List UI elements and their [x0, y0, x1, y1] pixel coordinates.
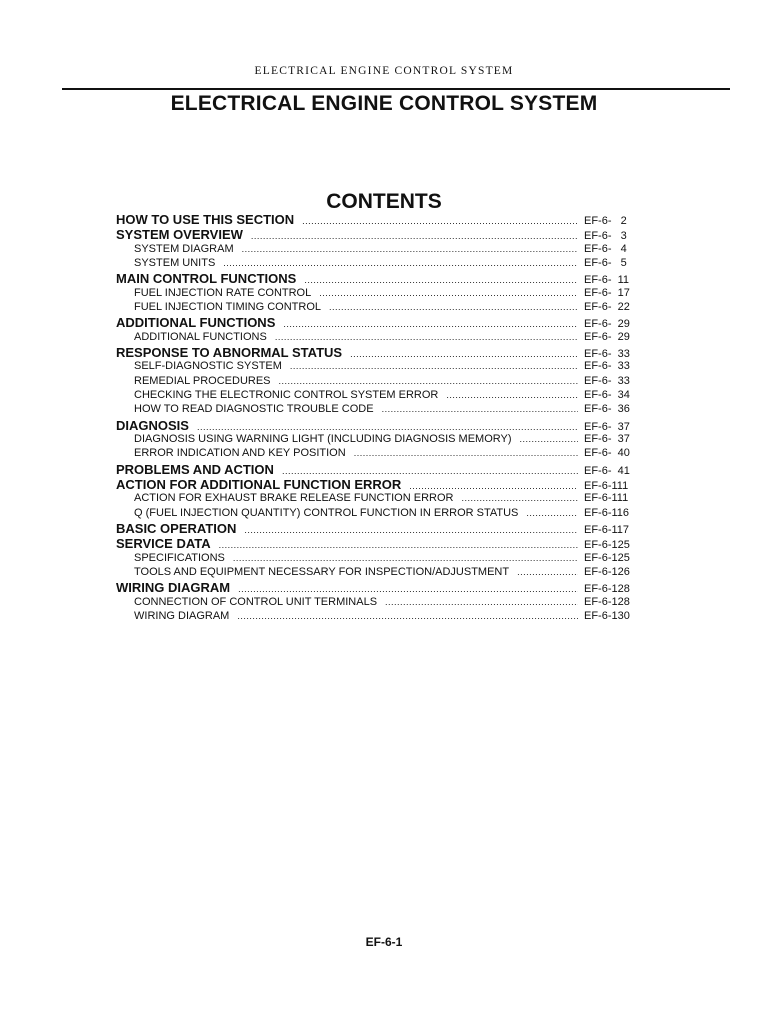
- toc-subsection-entry[interactable]: [116, 243, 646, 257]
- toc-page-reference: EF-6-128: [584, 583, 630, 596]
- toc-dot-leader: [251, 231, 578, 241]
- toc-entry-label: TOOLS AND EQUIPMENT NECESSARY FOR INSPECTION/ADJUSTMENT: [134, 566, 510, 579]
- toc-entry-label: DIAGNOSIS USING WARNING LIGHT (INCLUDING DIAGNOSIS MEMORY): [134, 433, 512, 446]
- toc-entry-label: PROBLEMS AND ACTION: [116, 461, 274, 477]
- table-of-contents: [116, 212, 646, 624]
- toc-dot-leader: [304, 275, 578, 285]
- page-number: EF-6-1: [365, 935, 403, 949]
- toc-entry-label: DIAGNOSIS: [116, 417, 189, 433]
- toc-entry-label: SYSTEM UNITS: [134, 257, 216, 270]
- toc-subsection-entry[interactable]: [116, 492, 646, 506]
- toc-page-reference: EF-6- 40: [584, 447, 630, 460]
- toc-entry-label: BASIC OPERATION: [116, 520, 237, 536]
- toc-page-reference: EF-6-128: [584, 595, 630, 608]
- toc-dot-leader: [223, 258, 578, 268]
- toc-entry-label: CONNECTION OF CONTROL UNIT TERMINALS: [134, 595, 378, 608]
- toc-entry-label: ADDITIONAL FUNCTIONS: [116, 315, 276, 331]
- toc-subsection-entry[interactable]: [116, 375, 646, 389]
- toc-page-reference: EF-6-111: [584, 480, 629, 492]
- toc-entry-label: Q (FUEL INJECTION QUANTITY) CONTROL FUNCTION IN ERROR STATUS: [134, 506, 519, 519]
- toc-page-reference: EF-6- 41: [584, 464, 630, 477]
- toc-subsection-entry[interactable]: [116, 331, 646, 345]
- toc-subsection-entry[interactable]: [116, 596, 646, 610]
- toc-dot-leader: [446, 390, 578, 400]
- toc-dot-leader: [385, 597, 578, 607]
- toc-dot-leader: [197, 422, 578, 432]
- toc-entry-label: SPECIFICATIONS: [134, 551, 225, 564]
- toc-entry-label: CHECKING THE ELECTRONIC CONTROL SYSTEM ERROR: [134, 389, 439, 402]
- toc-page-reference: EF-6- 37: [584, 433, 630, 446]
- contents-heading: CONTENTS: [326, 190, 442, 213]
- toc-entry-label: WIRING DIAGRAM: [116, 580, 231, 596]
- toc-subsection-entry[interactable]: [116, 389, 646, 403]
- toc-page-reference: EF-6-130: [584, 610, 630, 623]
- toc-subsection-entry[interactable]: [116, 447, 646, 461]
- toc-subsection-entry[interactable]: [116, 610, 646, 624]
- toc-dot-leader: [319, 288, 578, 298]
- toc-dot-leader: [290, 361, 578, 371]
- toc-section-entry[interactable]: [116, 212, 646, 227]
- toc-page-reference: EF-6- 33: [584, 374, 630, 387]
- toc-dot-leader: [242, 244, 578, 254]
- toc-section-entry[interactable]: [116, 536, 646, 551]
- toc-dot-leader: [233, 553, 578, 563]
- toc-dot-leader: [283, 319, 578, 329]
- toc-subsection-entry[interactable]: [116, 360, 646, 374]
- toc-subsection-entry[interactable]: [116, 433, 646, 447]
- toc-dot-leader: [275, 332, 578, 342]
- toc-section-entry[interactable]: [116, 345, 646, 360]
- toc-page-reference: EF-6-126: [584, 566, 630, 579]
- toc-entry-label: FUEL INJECTION RATE CONTROL: [134, 286, 312, 299]
- toc-entry-label: FUEL INJECTION TIMING CONTROL: [134, 301, 322, 314]
- toc-page-reference: EF-6- 3: [584, 230, 627, 243]
- toc-section-entry[interactable]: [116, 580, 646, 595]
- toc-dot-leader: [461, 493, 578, 503]
- document-title: ELECTRICAL ENGINE CONTROL SYSTEM: [170, 92, 598, 115]
- toc-dot-leader: [350, 349, 578, 359]
- toc-page-reference: EF-6- 37: [584, 420, 630, 433]
- toc-dot-leader: [219, 540, 578, 550]
- toc-section-entry[interactable]: [116, 227, 646, 242]
- toc-section-entry[interactable]: [116, 315, 646, 330]
- toc-entry-label: WIRING DIAGRAM: [134, 610, 230, 623]
- toc-entry-label: ACTION FOR EXHAUST BRAKE RELEASE FUNCTION ERROR: [134, 492, 454, 505]
- toc-dot-leader: [282, 466, 578, 476]
- toc-page-reference: EF-6- 11: [584, 274, 630, 287]
- toc-entry-label: ADDITIONAL FUNCTIONS: [134, 330, 267, 343]
- toc-page-reference: EF-6- 29: [584, 318, 630, 331]
- toc-entry-label: MAIN CONTROL FUNCTIONS: [116, 271, 297, 287]
- toc-section-entry[interactable]: [116, 462, 646, 477]
- toc-entry-label: REMEDIAL PROCEDURES: [134, 374, 271, 387]
- toc-dot-leader: [526, 508, 578, 518]
- header-rule: [62, 88, 730, 90]
- toc-page-reference: EF-6- 33: [584, 360, 630, 373]
- toc-page-reference: EF-6- 2: [584, 215, 627, 227]
- toc-dot-leader: [238, 584, 578, 594]
- toc-dot-leader: [279, 376, 578, 386]
- toc-page-reference: EF-6- 33: [584, 348, 630, 361]
- toc-entry-label: SELF-DIAGNOSTIC SYSTEM: [134, 360, 282, 373]
- toc-section-entry[interactable]: [116, 418, 646, 433]
- toc-dot-leader: [382, 404, 578, 414]
- toc-entry-label: HOW TO USE THIS SECTION: [116, 212, 295, 227]
- toc-subsection-entry[interactable]: [116, 257, 646, 271]
- toc-page-reference: EF-6- 36: [584, 403, 630, 416]
- toc-entry-label: ACTION FOR ADDITIONAL FUNCTION ERROR: [116, 477, 402, 492]
- toc-page-reference: EF-6-116: [584, 506, 630, 519]
- toc-dot-leader: [329, 302, 578, 312]
- toc-page-reference: EF-6-125: [584, 551, 630, 564]
- toc-dot-leader: [237, 611, 578, 621]
- toc-page-reference: EF-6- 29: [584, 330, 630, 343]
- toc-subsection-entry[interactable]: [116, 301, 646, 315]
- toc-page-reference: EF-6- 4: [584, 242, 627, 255]
- toc-dot-leader: [520, 434, 578, 444]
- toc-entry-label: SERVICE DATA: [116, 536, 211, 552]
- toc-section-entry[interactable]: [116, 477, 646, 492]
- toc-dot-leader: [302, 216, 578, 226]
- toc-page-reference: EF-6-125: [584, 539, 630, 552]
- toc-page-reference: EF-6- 22: [584, 301, 630, 314]
- running-header: ELECTRICAL ENGINE CONTROL SYSTEM: [254, 65, 514, 77]
- toc-entry-label: HOW TO READ DIAGNOSTIC TROUBLE CODE: [134, 403, 374, 416]
- toc-entry-label: RESPONSE TO ABNORMAL STATUS: [116, 345, 343, 361]
- toc-entry-label: SYSTEM OVERVIEW: [116, 227, 243, 243]
- toc-dot-leader: [354, 448, 578, 458]
- toc-entry-label: SYSTEM DIAGRAM: [134, 242, 234, 255]
- toc-page-reference: EF-6-111: [584, 492, 629, 505]
- toc-page-reference: EF-6- 5: [584, 257, 627, 270]
- toc-page-reference: EF-6- 17: [584, 286, 630, 299]
- toc-dot-leader: [409, 481, 578, 491]
- toc-dot-leader: [517, 567, 578, 577]
- toc-section-entry[interactable]: [116, 521, 646, 536]
- toc-subsection-entry[interactable]: [116, 507, 646, 521]
- toc-dot-leader: [244, 525, 578, 535]
- toc-section-entry[interactable]: [116, 271, 646, 286]
- toc-page-reference: EF-6- 34: [584, 389, 630, 402]
- toc-subsection-entry[interactable]: [116, 552, 646, 566]
- toc-entry-label: ERROR INDICATION AND KEY POSITION: [134, 447, 346, 460]
- toc-subsection-entry[interactable]: [116, 287, 646, 301]
- toc-subsection-entry[interactable]: [116, 403, 646, 417]
- toc-subsection-entry[interactable]: [116, 566, 646, 580]
- toc-page-reference: EF-6-117: [584, 523, 630, 536]
